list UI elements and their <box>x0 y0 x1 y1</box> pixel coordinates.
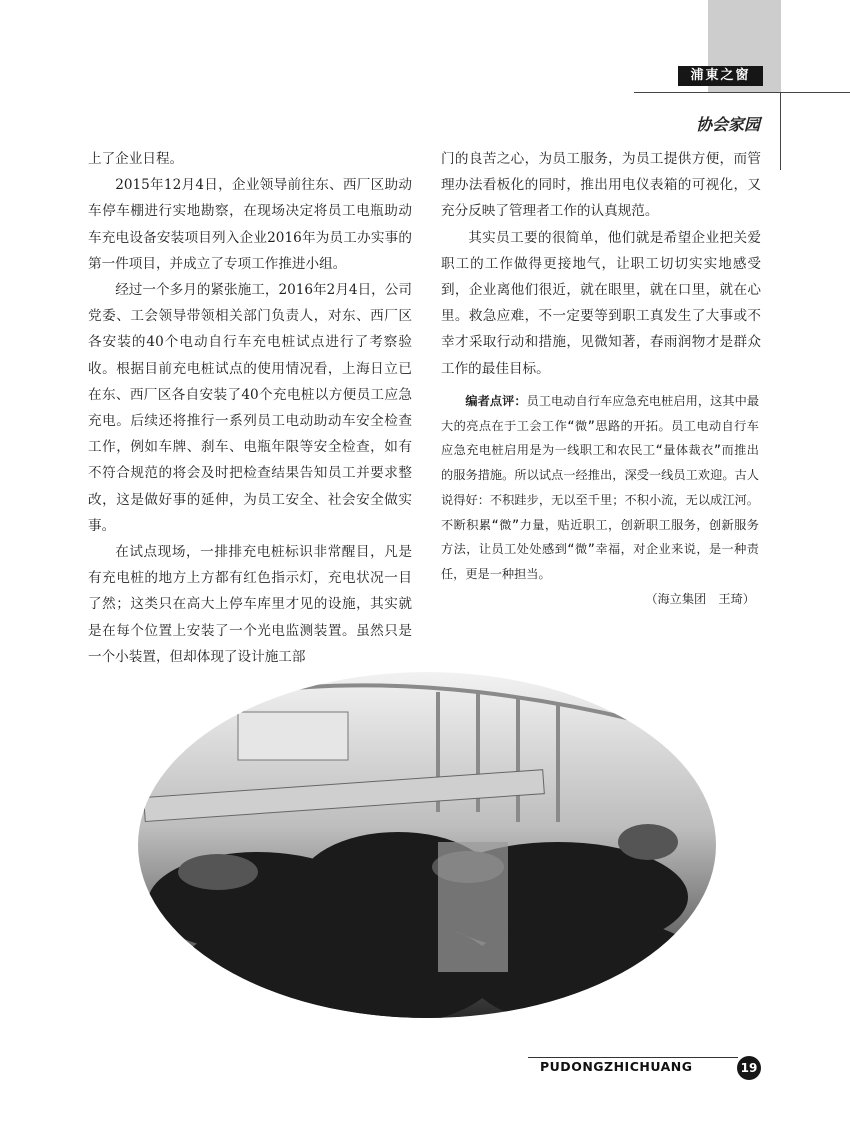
footer-rule <box>528 1057 738 1058</box>
header-rule <box>634 92 850 93</box>
paragraph: 在试点现场，一排排充电桩标识非常醒目，凡是有充电桩的地方上方都有红色指示灯，充电状况一目了然；这类只在高大上停车库里才见的设施，其实就是在每个位置上安装了一个光电监测装置。虽然只是一个小装置，但却体现了设计施工部 <box>88 544 412 665</box>
paragraph: 2015年12月4日，企业领导前往东、西厂区助动车停车棚进行实地勘察，在现场决定将员工电瓶助动车充电设备安装项目列入企业2016年为员工办实事的第一件项目，并成立了专项工作推进小组。 <box>88 177 412 272</box>
section-title: 协会家园 <box>695 115 760 134</box>
editor-note-body: 员工电动自行车应急充电桩启用，这其中最大的亮点在于工会工作“微”思路的开拓。员工电动自行车应急充电桩启用是为一线职工和农民工“量体裁衣”而推出的服务措施。所以试点一经推出，深受一线员工欢迎。古人说得好：不积跬步，无以至千里；不积小流，无以成江河。不断积累“微”力量，贴近职工，创新职工服务，创新服务方法，让员工处处感到“微”幸福，对企业来说，是一种责任，更是一种担当。 <box>441 394 760 581</box>
paragraph: 门的良苦之心，为员工服务，为员工提供方便，而管理办法看板化的同时，推出用电仪表箱的可视化，又充分反映了管理者工作的认真规范。 <box>441 151 761 220</box>
editor-note-signature: （海立集团 王琦） <box>645 591 755 606</box>
charging-station-photo <box>138 672 716 1018</box>
editor-note <box>441 389 759 611</box>
paragraph: 上了企业日程。 <box>88 151 184 167</box>
paragraph: 经过一个多月的紧张施工，2016年2月4日，公司党委、工会领导带领相关部门负责人，对东、西厂区各安装的40个电动自行车充电桩试点进行了考察验收。根据目前充电桩试点的使用情况看，上海日立已在东、西厂区各自安装了40个充电桩以方便员工应急充电。后续还将推行一系列员工电动助动车安全检查工作，例如车牌、刹车、电瓶年限等安全检查，如有不符合规范的将会及时把检查结果告知员工并要求整改，这是做好事的延伸，为员工安全、社会安全做实事。 <box>88 282 412 534</box>
page-number: 19 <box>737 1056 761 1080</box>
magazine-brand: 浦東之窗 <box>678 66 763 86</box>
header-vertical-rule <box>780 92 781 170</box>
editor-note-lead: 编者点评： <box>465 394 527 408</box>
article-left-column <box>88 146 412 670</box>
article-right-column <box>441 146 761 382</box>
paragraph: 其实员工要的很简单，他们就是希望企业把关爱职工的工作做得更接地气，让职工切切实实地感受到，企业离他们很近，就在眼里，就在口里，就在心里。救急应难，不一定要等到职工真发生了大事或不幸才采取行动和措施，见微知著，春雨润物才是群众工作的最佳目标。 <box>441 229 761 377</box>
footer-magazine-name: PUDONGZHICHUANG <box>540 1059 693 1074</box>
